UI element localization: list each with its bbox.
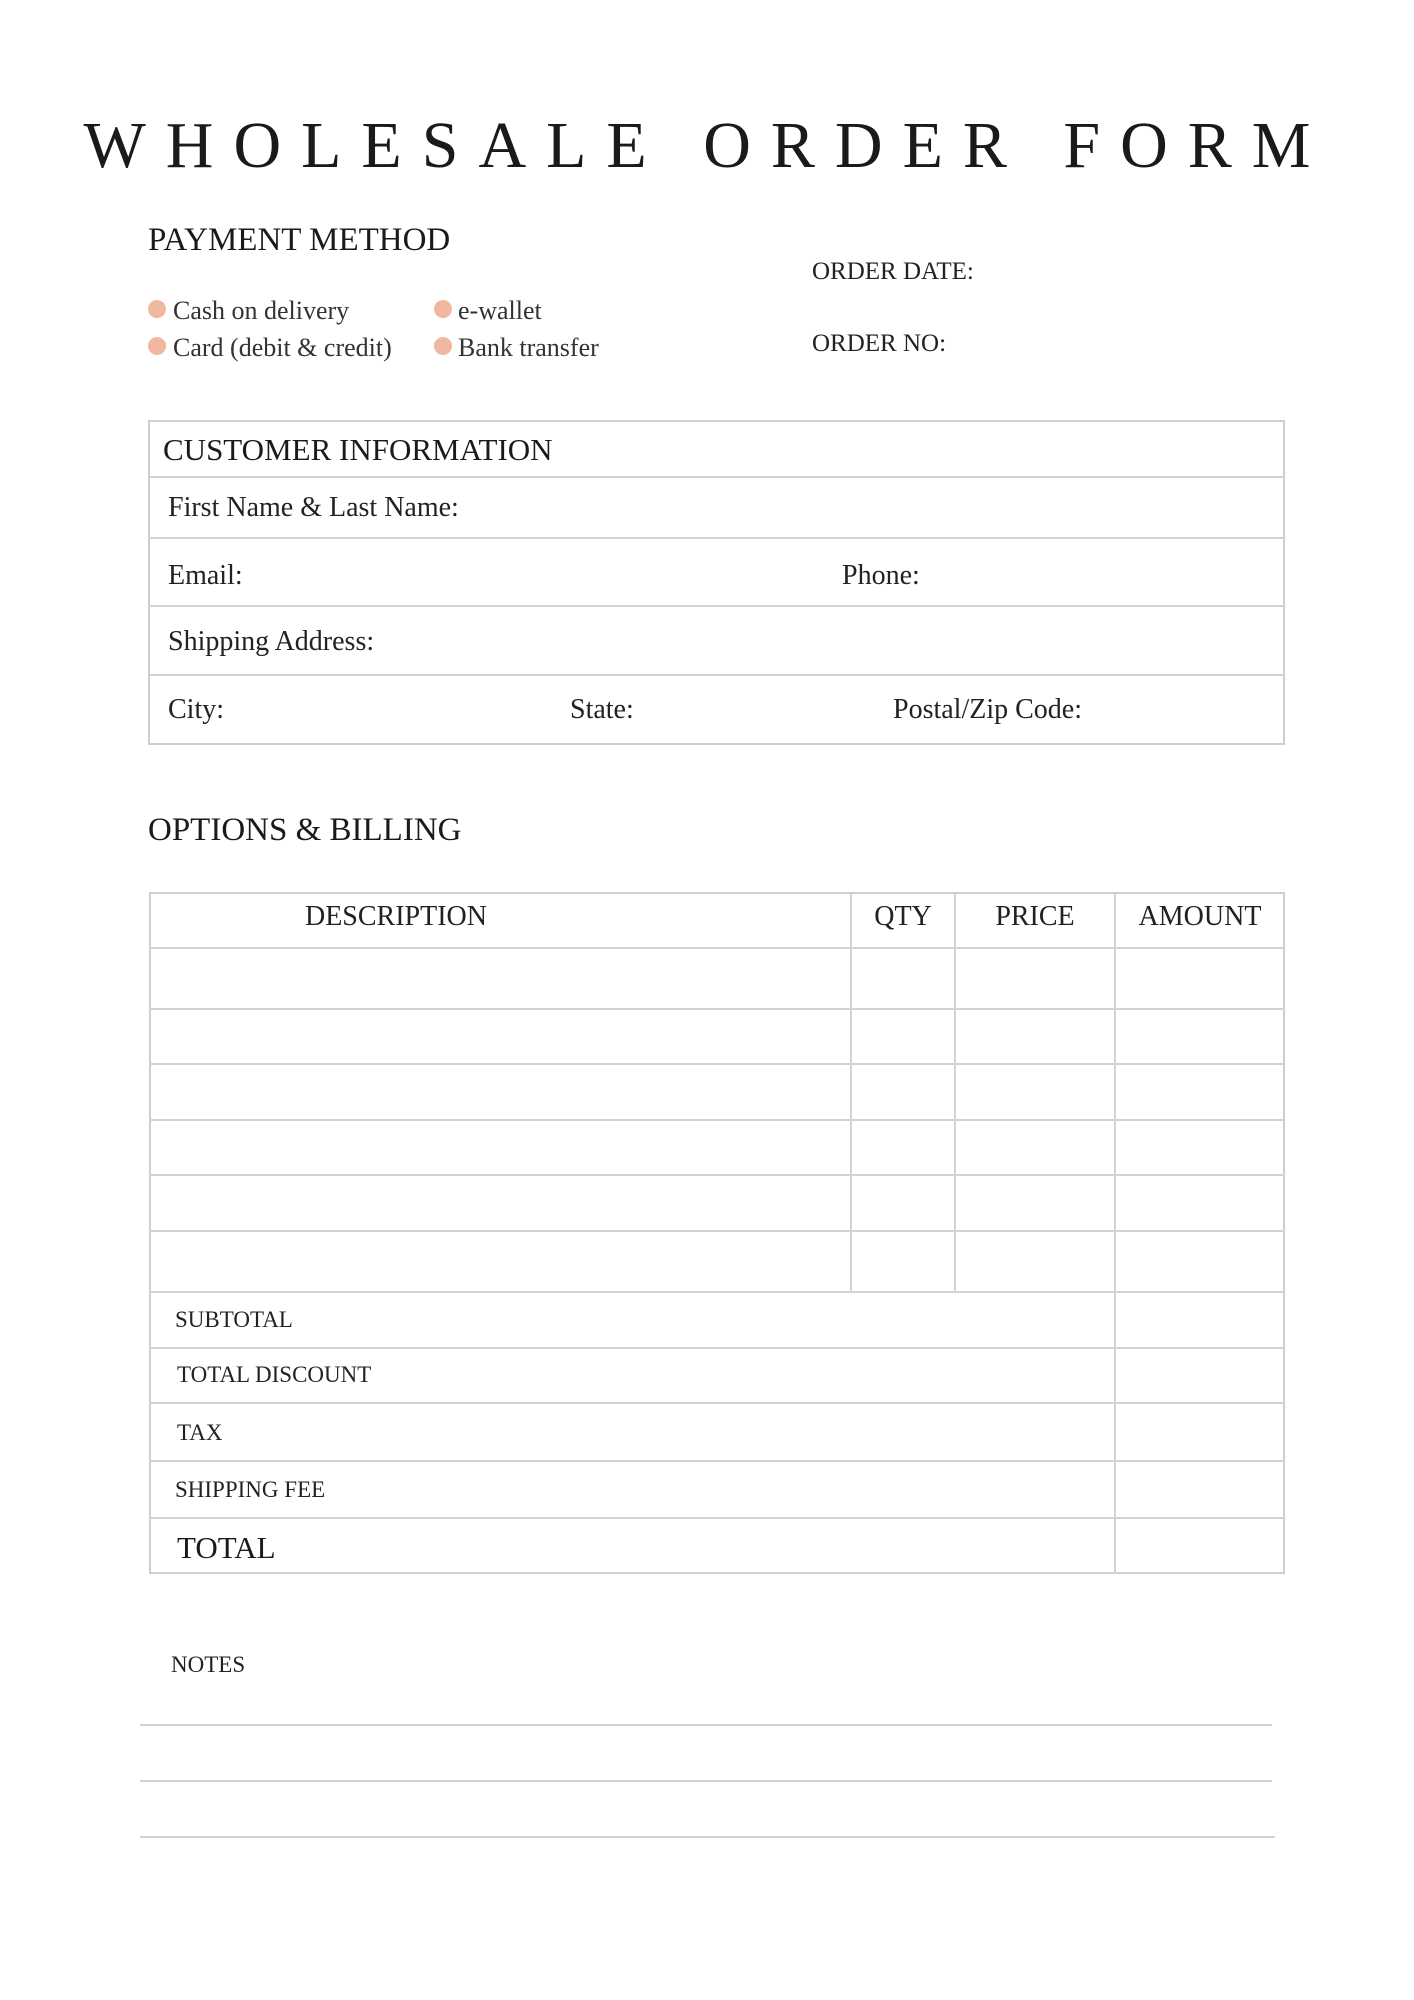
payment-option-card: Card (debit & credit) [173, 333, 392, 362]
name-field[interactable]: First Name & Last Name: [168, 492, 459, 523]
city-field[interactable]: City: [168, 694, 225, 725]
notes-label: NOTES [171, 1652, 246, 1677]
subtotal-label: SUBTOTAL [175, 1307, 293, 1332]
billing-heading: OPTIONS & BILLING [148, 812, 462, 848]
column-header-price: PRICE [995, 901, 1075, 932]
column-divider [954, 892, 956, 1291]
payment-option-ewallet: e-wallet [458, 296, 542, 325]
divider [148, 537, 1285, 539]
payment-dot-icon [434, 337, 452, 355]
payment-option-bank: Bank transfer [458, 333, 599, 362]
shipping-address-field[interactable]: Shipping Address: [168, 626, 375, 657]
order-no-label: ORDER NO: [812, 330, 947, 357]
column-header-description: DESCRIPTION [304, 901, 487, 932]
column-header-amount: AMOUNT [1138, 901, 1262, 932]
email-field[interactable]: Email: [168, 560, 243, 591]
customer-info-heading: CUSTOMER INFORMATION [163, 432, 553, 467]
tax-label: TAX [177, 1420, 223, 1445]
column-header-qty: QTY [874, 901, 932, 932]
divider [148, 605, 1285, 607]
notes-line[interactable] [140, 1724, 1272, 1726]
customer-info-box [148, 420, 1285, 745]
payment-dot-icon [434, 300, 452, 318]
column-divider [850, 892, 852, 1291]
notes-line[interactable] [140, 1780, 1272, 1782]
order-date-label: ORDER DATE: [812, 258, 974, 285]
zip-code-field[interactable]: Postal/Zip Code: [893, 694, 1082, 725]
total-label: TOTAL [177, 1530, 276, 1565]
notes-line[interactable] [140, 1836, 1275, 1838]
phone-field[interactable]: Phone: [842, 560, 920, 591]
divider [148, 674, 1285, 676]
payment-option-cash: Cash on delivery [173, 296, 350, 325]
payment-method-heading: PAYMENT METHOD [148, 222, 451, 258]
column-divider [1114, 892, 1116, 1574]
payment-dot-icon [148, 300, 166, 318]
payment-dot-icon [148, 337, 166, 355]
total-discount-label: TOTAL DISCOUNT [177, 1362, 372, 1387]
divider [148, 476, 1285, 478]
shipping-fee-label: SHIPPING FEE [175, 1477, 326, 1502]
form-title: WHOLESALE ORDER FORM [83, 109, 1331, 182]
state-field[interactable]: State: [570, 694, 634, 725]
